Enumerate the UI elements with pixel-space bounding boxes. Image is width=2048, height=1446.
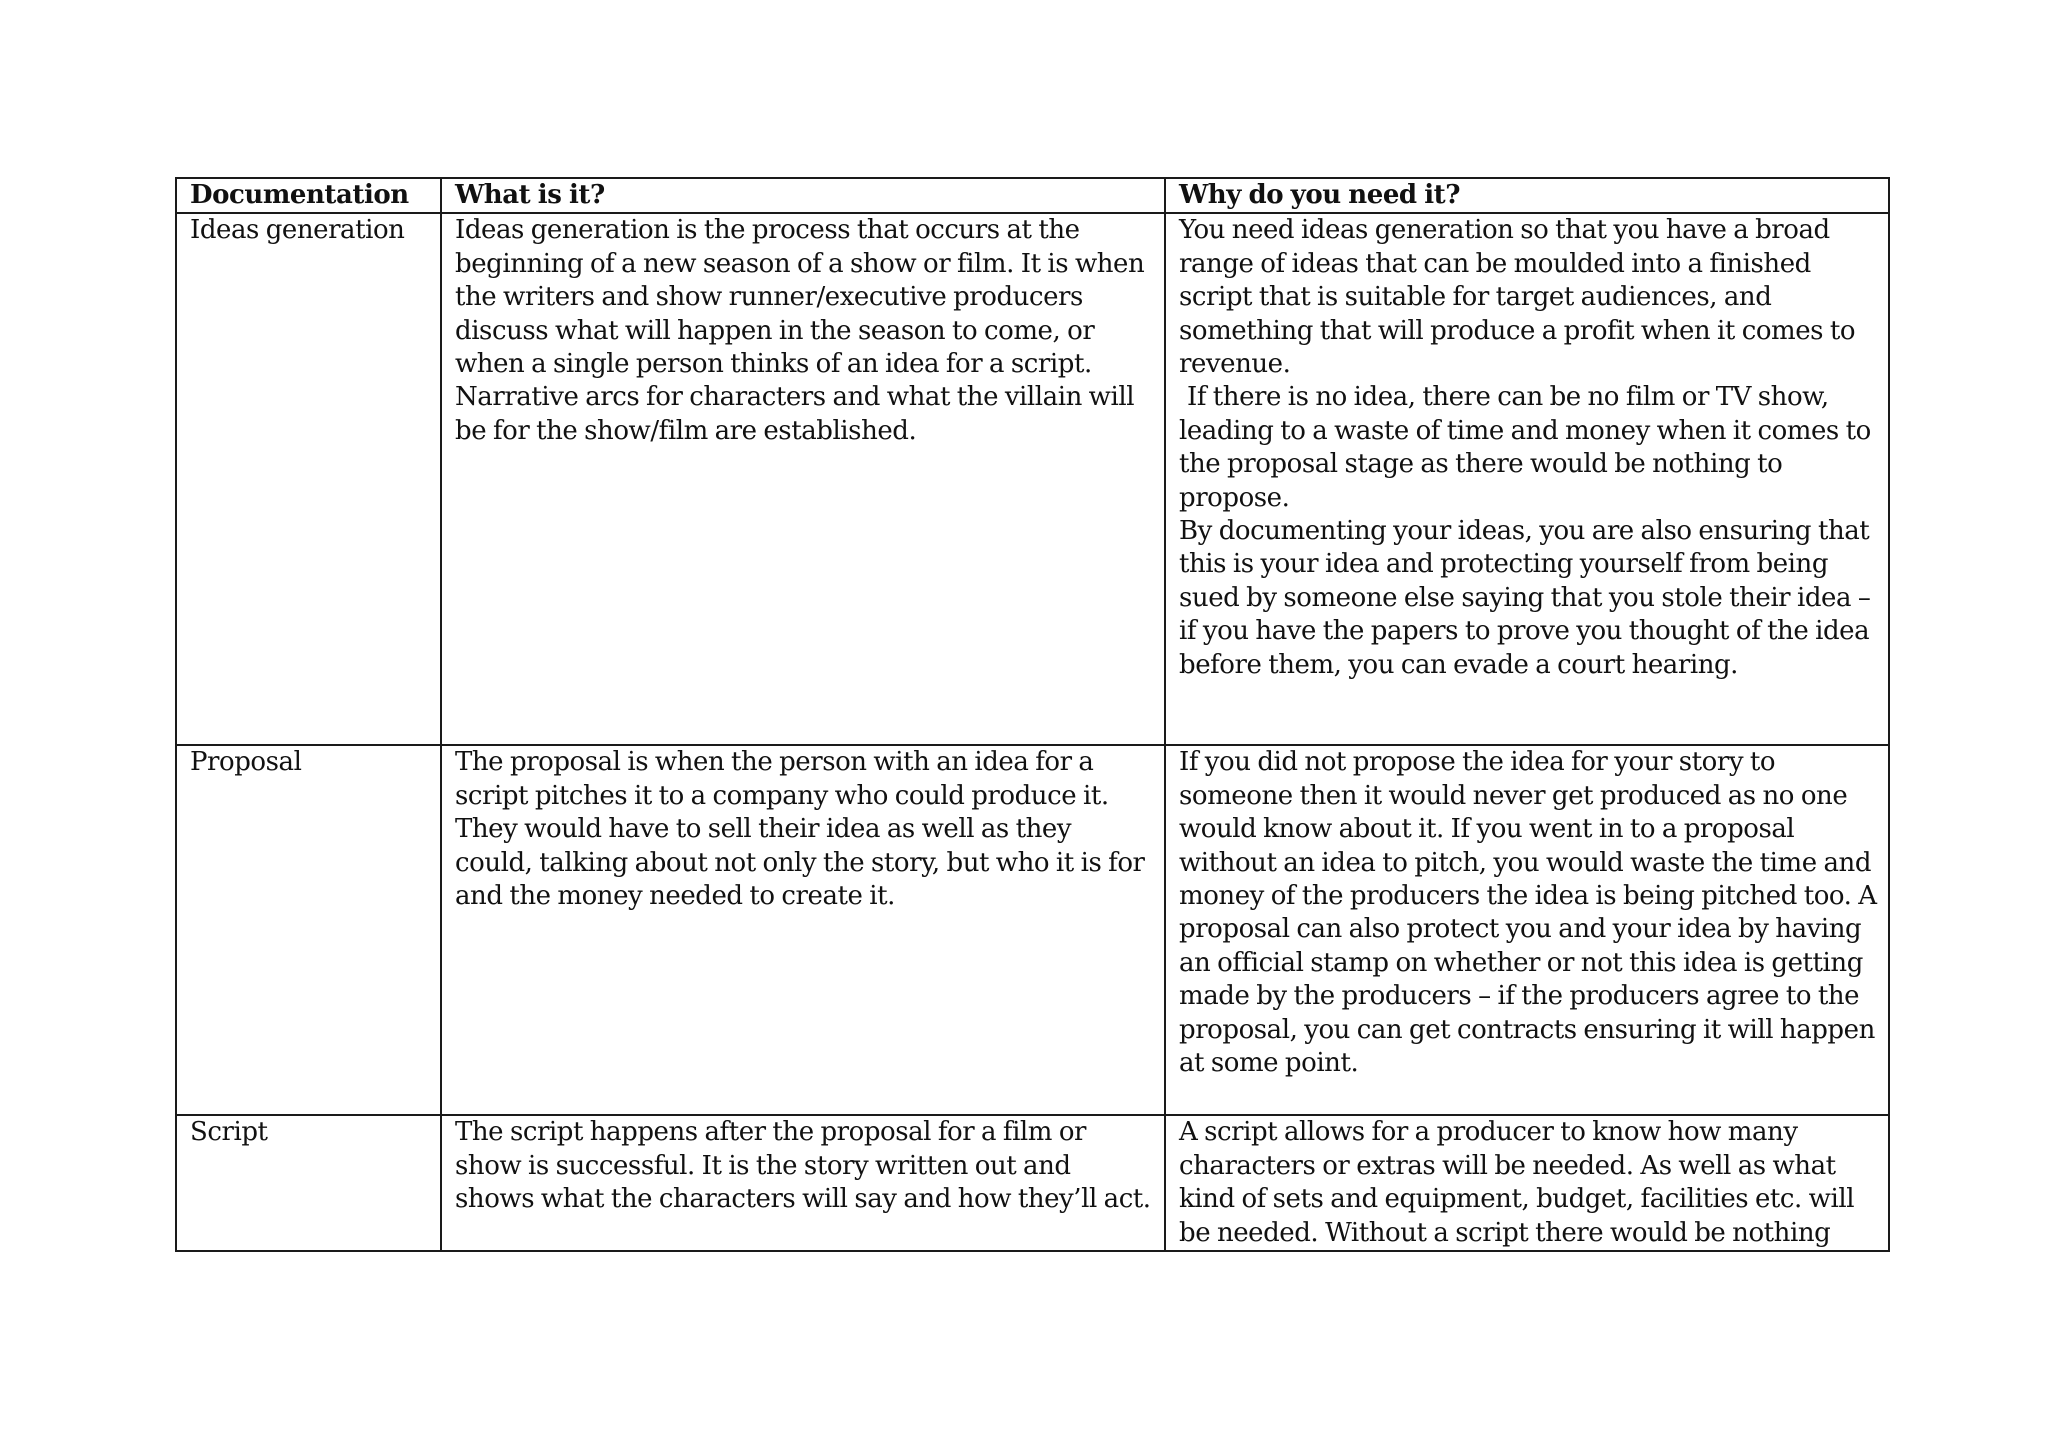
table-row	[176, 745, 1889, 1115]
table-header-row	[176, 178, 1889, 213]
documentation-table	[175, 177, 1890, 1252]
cell-why	[1165, 1115, 1889, 1251]
header-what-is-it: What is it?	[441, 178, 1165, 213]
cell-documentation: Ideas generation	[176, 213, 441, 745]
cell-what	[441, 1115, 1165, 1251]
cell-what-text: Ideas generation is the process that occurs at the beginning of a new season of a show or film. It is when the writers and show runner/executive producers discuss what will happen in the season to come, or when a single person thinks of an idea for a script. Narrative arcs for characters and what the villain will be for the show/film are established.	[455, 215, 1145, 446]
cell-why	[1165, 745, 1889, 1115]
cell-documentation: Proposal	[176, 745, 441, 1115]
header-documentation: Documentation	[176, 178, 441, 213]
cell-what	[441, 745, 1165, 1115]
cell-what	[441, 213, 1165, 745]
cell-why-paragraph: If there is no idea, there can be no film or TV show, leading to a waste of time and money when it comes to the proposal stage as there would be nothing to propose.	[1179, 382, 1871, 513]
cell-why	[1165, 213, 1889, 745]
cell-what-text: The proposal is when the person with an idea for a script pitches it to a company who could produce it. They would have to sell their idea as well as they could, talking about not only the story, but who it is for and the money needed to create it.	[455, 747, 1145, 912]
cell-why-paragraph: By documenting your ideas, you are also ensuring that this is your idea and protecting yourself from being sued by someone else saying that you stole their idea – if you have the papers to prove you thought of the idea before them, you can evade a court hearing.	[1179, 516, 1871, 680]
header-why-need-it: Why do you need it?	[1165, 178, 1889, 213]
cell-why-paragraph: A script allows for a producer to know how many characters or extras will be needed. As well as what kind of sets and equipment, budget, facilities etc. will be needed. Without a script there would be nothing	[1179, 1117, 1855, 1248]
table-row	[176, 213, 1889, 745]
table-row	[176, 1115, 1889, 1251]
cell-why-paragraph: You need ideas generation so that you have a broad range of ideas that can be moulded into a finished script that is suitable for target audiences, and something that will produce a profit when it comes to revenue.	[1179, 215, 1856, 380]
cell-why-paragraph: If you did not propose the idea for your story to someone then it would never get produced as no one would know about it. If you went in to a proposal without an idea to pitch, you would waste the time and money of the producers the idea is being pitched too. A proposal can also protect you and your idea by having an official stamp on whether or not this idea is getting made by the producers – if the producers agree to the proposal, you can get contracts ensuring it will happen at some point.	[1179, 747, 1877, 1079]
cell-documentation: Script	[176, 1115, 441, 1251]
cell-what-text: The script happens after the proposal for a film or show is successful. It is the story written out and shows what the characters will say and how they’ll act.	[455, 1117, 1151, 1215]
